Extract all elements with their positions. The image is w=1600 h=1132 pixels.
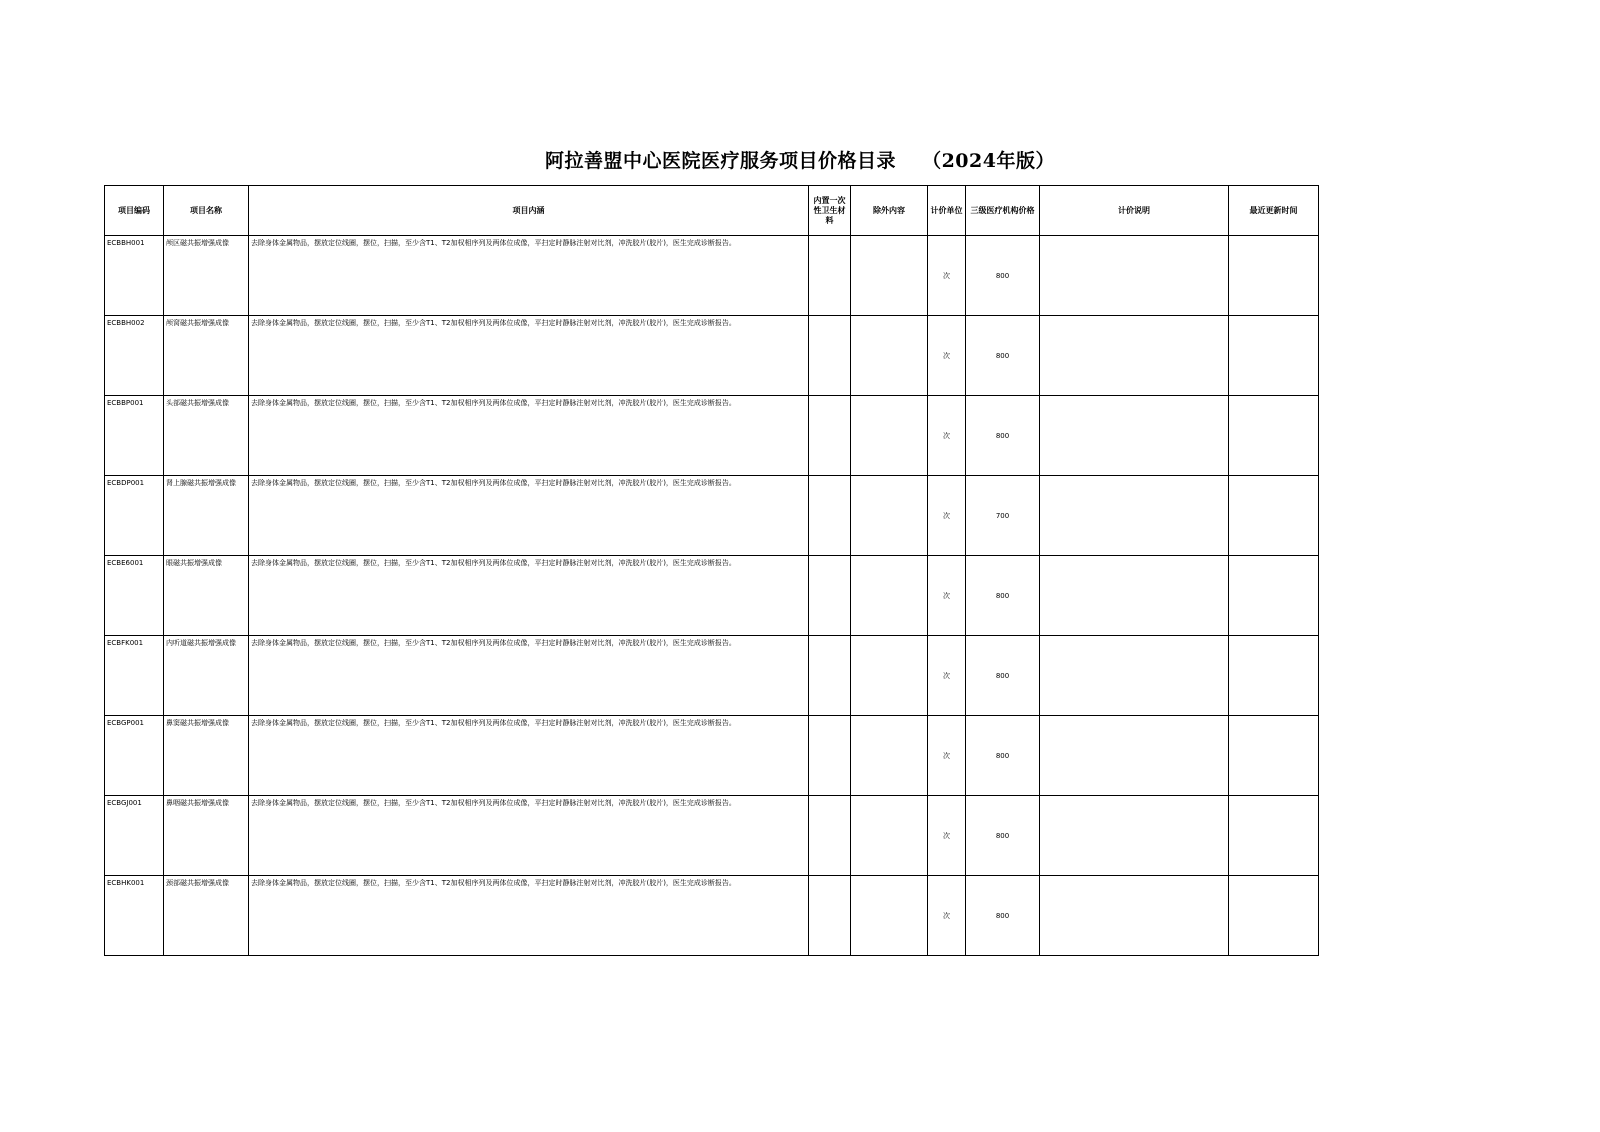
cell-unit: 次 (928, 476, 966, 556)
cell-included-material (809, 876, 851, 956)
cell-included-material (809, 796, 851, 876)
cell-unit: 次 (928, 876, 966, 956)
header-note: 计价说明 (1040, 186, 1229, 236)
cell-content: 去除身体金属物品，摆放定位线圈，摆位，扫描，至少含T1、T2加权相序列及两体位成像，平扫定时静脉注射对比剂，冲洗胶片(胶片)，医生完成诊断报告。 (249, 476, 809, 556)
cell-note (1040, 236, 1229, 316)
cell-updated (1229, 636, 1319, 716)
cell-updated (1229, 236, 1319, 316)
cell-code: ECBBH001 (105, 236, 164, 316)
cell-unit: 次 (928, 316, 966, 396)
cell-price: 800 (966, 876, 1040, 956)
cell-note (1040, 716, 1229, 796)
table-row (105, 396, 1319, 476)
table-row (105, 556, 1319, 636)
cell-included-material (809, 556, 851, 636)
cell-excluded (851, 476, 928, 556)
cell-price: 800 (966, 316, 1040, 396)
table-row (105, 876, 1319, 956)
cell-name: 鼻窦磁共振增强成像 (164, 716, 249, 796)
cell-price: 700 (966, 476, 1040, 556)
cell-content: 去除身体金属物品，摆放定位线圈，摆位，扫描，至少含T1、T2加权相序列及两体位成像，平扫定时静脉注射对比剂，冲洗胶片(胶片)，医生完成诊断报告。 (249, 236, 809, 316)
header-code: 项目编码 (105, 186, 164, 236)
header-unit: 计价单位 (928, 186, 966, 236)
cell-content: 去除身体金属物品，摆放定位线圈，摆位，扫描，至少含T1、T2加权相序列及两体位成像，平扫定时静脉注射对比剂，冲洗胶片(胶片)，医生完成诊断报告。 (249, 716, 809, 796)
cell-unit: 次 (928, 556, 966, 636)
cell-updated (1229, 796, 1319, 876)
cell-code: ECBBH002 (105, 316, 164, 396)
cell-unit: 次 (928, 796, 966, 876)
cell-excluded (851, 556, 928, 636)
cell-price: 800 (966, 556, 1040, 636)
cell-unit: 次 (928, 396, 966, 476)
cell-note (1040, 396, 1229, 476)
cell-excluded (851, 636, 928, 716)
table-row (105, 316, 1319, 396)
cell-updated (1229, 476, 1319, 556)
header-excluded: 除外内容 (851, 186, 928, 236)
cell-price: 800 (966, 396, 1040, 476)
header-updated: 最近更新时间 (1229, 186, 1319, 236)
cell-note (1040, 796, 1229, 876)
cell-updated (1229, 396, 1319, 476)
cell-included-material (809, 236, 851, 316)
cell-code: ECBHK001 (105, 876, 164, 956)
cell-price: 800 (966, 796, 1040, 876)
page-title (0, 146, 1600, 173)
title-text: 阿拉善盟中心医院医疗服务项目价格目录 (545, 150, 897, 172)
header-name: 项目名称 (164, 186, 249, 236)
cell-content: 去除身体金属物品，摆放定位线圈，摆位，扫描，至少含T1、T2加权相序列及两体位成像，平扫定时静脉注射对比剂，冲洗胶片(胶片)，医生完成诊断报告。 (249, 316, 809, 396)
cell-name: 眼磁共振增强成像 (164, 556, 249, 636)
cell-content: 去除身体金属物品，摆放定位线圈，摆位，扫描，至少含T1、T2加权相序列及两体位成像，平扫定时静脉注射对比剂，冲洗胶片(胶片)，医生完成诊断报告。 (249, 396, 809, 476)
cell-updated (1229, 716, 1319, 796)
cell-excluded (851, 716, 928, 796)
cell-name: 颅区磁共振增强成像 (164, 236, 249, 316)
header-included-material: 内置一次性卫生材料 (809, 186, 851, 236)
cell-excluded (851, 236, 928, 316)
table-row (105, 236, 1319, 316)
cell-code: ECBDP001 (105, 476, 164, 556)
cell-excluded (851, 796, 928, 876)
cell-updated (1229, 556, 1319, 636)
cell-note (1040, 636, 1229, 716)
cell-included-material (809, 476, 851, 556)
cell-code: ECBGP001 (105, 716, 164, 796)
header-row (105, 186, 1319, 236)
cell-note (1040, 476, 1229, 556)
cell-code: ECBFK001 (105, 636, 164, 716)
title-edition: （2024年版） (922, 150, 1055, 172)
cell-name: 颈部磁共振增强成像 (164, 876, 249, 956)
cell-name: 颅窝磁共振增强成像 (164, 316, 249, 396)
cell-unit: 次 (928, 236, 966, 316)
cell-name: 内听道磁共振增强成像 (164, 636, 249, 716)
cell-content: 去除身体金属物品，摆放定位线圈，摆位，扫描，至少含T1、T2加权相序列及两体位成像，平扫定时静脉注射对比剂，冲洗胶片(胶片)，医生完成诊断报告。 (249, 876, 809, 956)
table-row (105, 636, 1319, 716)
cell-price: 800 (966, 716, 1040, 796)
cell-name: 头部磁共振增强成像 (164, 396, 249, 476)
cell-unit: 次 (928, 716, 966, 796)
cell-name: 肾上腺磁共振增强成像 (164, 476, 249, 556)
cell-included-material (809, 396, 851, 476)
cell-note (1040, 556, 1229, 636)
table-row (105, 716, 1319, 796)
cell-included-material (809, 716, 851, 796)
cell-included-material (809, 316, 851, 396)
cell-note (1040, 316, 1229, 396)
cell-content: 去除身体金属物品，摆放定位线圈，摆位，扫描，至少含T1、T2加权相序列及两体位成像，平扫定时静脉注射对比剂，冲洗胶片(胶片)，医生完成诊断报告。 (249, 556, 809, 636)
cell-content: 去除身体金属物品，摆放定位线圈，摆位，扫描，至少含T1、T2加权相序列及两体位成像，平扫定时静脉注射对比剂，冲洗胶片(胶片)，医生完成诊断报告。 (249, 636, 809, 716)
cell-excluded (851, 316, 928, 396)
cell-name: 鼻咽磁共振增强成像 (164, 796, 249, 876)
cell-included-material (809, 636, 851, 716)
cell-price: 800 (966, 636, 1040, 716)
cell-code: ECBE6001 (105, 556, 164, 636)
cell-updated (1229, 876, 1319, 956)
cell-price: 800 (966, 236, 1040, 316)
header-content: 项目内涵 (249, 186, 809, 236)
table-row (105, 476, 1319, 556)
cell-note (1040, 876, 1229, 956)
cell-content: 去除身体金属物品，摆放定位线圈，摆位，扫描，至少含T1、T2加权相序列及两体位成像，平扫定时静脉注射对比剂，冲洗胶片(胶片)，医生完成诊断报告。 (249, 796, 809, 876)
cell-excluded (851, 396, 928, 476)
cell-unit: 次 (928, 636, 966, 716)
header-price: 三级医疗机构价格 (966, 186, 1040, 236)
table-row (105, 796, 1319, 876)
cell-updated (1229, 316, 1319, 396)
price-catalog-table (104, 185, 1319, 956)
cell-code: ECBGJ001 (105, 796, 164, 876)
cell-excluded (851, 876, 928, 956)
cell-code: ECBBP001 (105, 396, 164, 476)
